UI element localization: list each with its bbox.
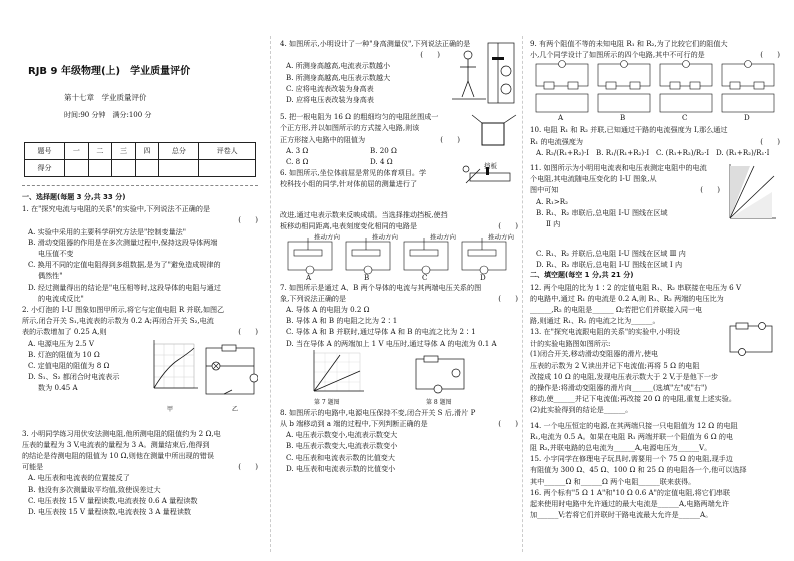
option-row: A. 3 Ω B. 20 Ω	[286, 145, 397, 155]
score-cell: 得分	[25, 160, 65, 177]
column-1	[22, 192, 258, 517]
option: D. 当在导体 A 的两端加上 1 V 电压时,通过导体 A 的电流为 0.1 A	[286, 338, 497, 348]
score-cell: 一	[65, 143, 89, 160]
score-input-cell[interactable]	[135, 160, 159, 177]
exam-meta: 时间:90 分钟 满分:100 分	[64, 111, 152, 119]
score-input-cell[interactable]	[65, 160, 89, 177]
score-input-cell[interactable]	[112, 160, 136, 177]
question-3-cont: 可能是 ( )	[22, 462, 258, 472]
option: D. 应将电压表改装为身高表	[286, 95, 374, 105]
option: B. 电压表示数变大,电流表示数变小	[286, 441, 398, 451]
question-15-cont: 有阻值为 300 Ω、45 Ω、100 Ω 和 25 Ω 的电阻各一个,他可以选择	[530, 465, 747, 475]
score-cell: 题号	[25, 143, 65, 160]
q9-circuit-options	[530, 60, 780, 118]
figure-caption: 第 8 题图	[426, 398, 452, 406]
option-cont: 电压值不变	[38, 249, 74, 259]
square-resistor-figure	[470, 111, 518, 151]
question-11-cont: 个电阻,其电流随电压变化的 I-U 图象,从	[530, 174, 657, 184]
question-5-text	[280, 111, 460, 167]
answer-blank[interactable]: ( )	[238, 215, 258, 225]
option: C. 电压表按 15 V 量程读数,电流表按 0.6 A 量程读数	[28, 495, 198, 505]
question-13-cont[interactable]: 的操作是:将滑动变阻器的滑片向______(选填"左"或"右")	[530, 383, 708, 393]
question-3: 3. 小明同学练习用伏安法测电阻,他所测电阻的阻值约为 2 Ω,电	[22, 428, 221, 438]
question-14: 14. 一个电压恒定的电源,在其两端只接一只电阻值为 12 Ω 的电阻	[530, 420, 738, 430]
parallel-circuit-figure	[202, 344, 258, 400]
option-label: B	[620, 113, 626, 123]
option-cont: 的电流成反比"	[38, 293, 84, 303]
question-14-cont: R₁,电流为 0.5 A。如果在电阻 R₁ 两端并联一个阻值为 6 Ω 的电	[530, 431, 734, 441]
option: A. 电源电压为 2.5 V	[28, 338, 95, 348]
q6-circuit-c	[404, 238, 448, 274]
column-2	[280, 38, 518, 474]
push-direction-label: 推动方向	[430, 232, 456, 241]
answer-blank[interactable]: ( )	[238, 327, 258, 337]
q6-circuit-d	[462, 238, 506, 274]
question-12-cont: 的电路中,通过 R₁ 的电流是 0.2 A,则 R₁、R₂ 两端的电压比为	[530, 293, 724, 303]
option-cont: 偶然性"	[38, 271, 63, 281]
option: B. 他没有多次测量取平均值,致使误差过大	[28, 484, 161, 494]
question-12-cont[interactable]: ______,R₂ 的电阻是______ Ω;若把它们并联接入同一电	[530, 305, 703, 315]
answer-blank[interactable]: ( )	[238, 462, 258, 472]
baffle-label: 挡板	[484, 162, 497, 171]
option: B. 滑动变阻器的作用是在多次测量过程中,保持这段导体两端	[28, 237, 218, 247]
question-6-cont: 板移动相同距离,电表刻度变化相同的电路是 ( )	[280, 221, 518, 231]
question-13: 13. 在"探究电流跟电阻的关系"的实验中,小明设	[530, 327, 681, 337]
answer-blank[interactable]: ( )	[700, 185, 720, 195]
option-label: C	[422, 272, 428, 282]
question-1: 1. 在"探究电流与电阻的关系"的实验中,下列说法不正确的是	[22, 204, 211, 214]
question-11-area	[530, 162, 780, 248]
question-7: 7. 如图所示是通过 A、B 两个导体的电流与其两端电压关系的图	[280, 282, 482, 292]
option: A. 实验中采用的主要科学研究方法是"控制变量法"	[28, 226, 187, 236]
iu-region-graph-figure	[724, 162, 778, 222]
option: D. 电压表按 15 V 量程读数,电流表按 3 A 量程读数	[28, 507, 192, 517]
column-3	[530, 38, 780, 520]
question-4-options	[280, 49, 440, 105]
option: B. 所测身高越高,电压表示数越大	[286, 72, 391, 82]
question-2-cont: 所示,闭合开关 S₁,电流表的示数为 0.2 A;再闭合开关 S₂,电流	[22, 316, 214, 326]
option: A. 电压表和电流表的位置接反了	[28, 473, 130, 483]
option: A. 电压表示数变小,电流表示数变大	[286, 430, 398, 440]
exam-title: RJB 9 年级物理(上) 学业质量评价	[28, 66, 191, 77]
question-2: 2. 小灯泡的 I-U 图象如图甲所示,将它与定值电阻 R 并联,如图乙	[22, 305, 225, 315]
push-direction-label: 推动方向	[488, 232, 514, 241]
section-heading: 一、选择题(每题 3 分,共 33 分)	[22, 193, 126, 201]
divider	[22, 185, 258, 186]
q13-circuit-figure	[726, 322, 776, 358]
section-heading: 二、填空题(每空 1 分,共 21 分)	[530, 271, 634, 280]
question-10: 10. 电阻 R₁ 和 R₂ 并联,已知通过干路的电流强度为 I,那么通过	[530, 125, 728, 135]
question-12-cont[interactable]: 路,则通过 R₁、R₂ 的电流之比为______。	[530, 316, 660, 326]
question-4-area	[280, 49, 518, 107]
option-cont: Ⅱ 内	[546, 219, 561, 229]
score-cell: 评卷人	[199, 143, 256, 160]
question-11-cont: 图中可知 ( )	[530, 185, 720, 195]
column-divider	[270, 36, 271, 552]
question-5-cont: 正方形接入电路中的阻值为 ( )	[280, 134, 460, 144]
question-6-circuits	[280, 232, 518, 282]
score-input-cell[interactable]	[88, 160, 112, 177]
question-5-cont: 个正方形,并以如图所示的方式接入电路,则该	[280, 123, 420, 133]
score-table-score-row	[25, 160, 256, 177]
question-16-cont[interactable]: 起来使用时电路中允许通过的最大电流是______A,电路两端允许	[530, 499, 729, 509]
question-6-cont: 校科技小组的同学,针对体前屈的测量进行了	[280, 179, 418, 189]
question-13-cont: 改接成 10 Ω 的电阻,发现电压表示数大于 2 V,于是他下一步	[530, 371, 719, 381]
option: A. R₁>R₂	[536, 196, 568, 206]
answer-blank[interactable]: ( )	[498, 293, 518, 303]
answer-blank[interactable]: ( )	[420, 50, 440, 60]
option: A. 所测身高越高,电流表示数越小	[286, 61, 391, 71]
question-11: 11. 如图所示为小明用电流表和电压表测定电阻中的电流	[530, 163, 707, 173]
question-13-cont[interactable]: (2)此实验得到的结论是______。	[530, 405, 633, 415]
question-15-cont[interactable]: 其中______Ω 和______Ω 两个电阻______联来获得。	[530, 476, 696, 486]
score-input-cell[interactable]	[199, 160, 256, 177]
option-label: A	[306, 272, 312, 282]
score-cell: 四	[135, 143, 159, 160]
score-input-cell[interactable]	[159, 160, 199, 177]
question-13-cont[interactable]: 移动,使______并记下电流值;再改接 20 Ω 的电阻,重复上述实验。	[530, 394, 736, 404]
q9-circuit-d	[722, 61, 774, 90]
option-label: C	[682, 113, 688, 123]
q9-circuit-c	[660, 61, 712, 90]
question-9: 9. 有两个阻值不等的未知电阻 R₁ 和 R₂,为了比较它们的阻值大	[530, 39, 728, 48]
question-13-head	[530, 326, 780, 348]
iu-ab-graph-figure	[306, 349, 366, 397]
answer-blank[interactable]: ( )	[498, 221, 518, 231]
score-cell: 二	[88, 143, 112, 160]
question-10-cont: R₁ 的电流强度为 ( )	[530, 136, 780, 146]
option-label: D	[480, 272, 486, 282]
question-6: 6. 如图所示,坐位体前屈是常见的体育项目。学	[280, 168, 427, 178]
option: D. R₁、R₂ 串联后,总电阻 I-U 图线在区域 Ⅰ 内	[536, 260, 683, 270]
question-16: 16. 两个标有"5 Ω 1 A"和"10 Ω 0.6 A"的定值电阻,将它们串联	[530, 487, 731, 497]
score-table	[24, 142, 256, 177]
q9-circuit-a	[536, 61, 588, 90]
question-7-cont: 象,下列说法正确的是 ( )	[280, 293, 518, 303]
height-meter-figure	[448, 41, 516, 107]
option: C. 换用不同的定值电阻得到多组数据,是为了"避免造成规律的	[28, 260, 221, 270]
question-2-area	[22, 338, 258, 428]
question-9-cont: 小,几个同学设计了如图所示的四个电路,其中不可行的是 ( )	[530, 50, 780, 60]
option-label: D	[744, 113, 750, 123]
option: D. S₁、S₂ 都闭合时电流表示	[28, 372, 120, 382]
answer-blank[interactable]: ( )	[440, 134, 460, 144]
q8-circuit-figure	[412, 355, 468, 395]
option: D. 经过测量得出的结论是"电压相等时,这段导体的电阻与通过	[28, 282, 221, 292]
option: C. 定值电阻的阻值为 8 Ω	[28, 361, 110, 371]
option: B. 导体 A 和 B 的电阻之比为 2∶1	[286, 316, 398, 326]
question-5: 5. 把一根电阻为 16 Ω 的粗细均匀的电阻丝围成一	[280, 112, 439, 122]
answer-blank[interactable]: ( )	[760, 136, 780, 146]
question-16-cont[interactable]: 加______V;若将它们并联时干路电流最大允许是______A。	[530, 510, 713, 520]
answer-blank[interactable]: ( )	[760, 50, 780, 60]
q9-circuit-b	[598, 61, 650, 90]
answer-blank[interactable]: ( )	[498, 419, 518, 429]
option: A. 导体 A 的电阻为 0.2 Ω	[286, 305, 370, 315]
score-table-header-row	[25, 143, 256, 160]
figure-caption-jia: 甲	[167, 405, 174, 413]
chapter-title: 第十七章 学业质量评价	[64, 93, 147, 102]
question-15: 15. 小宇同学在修理电子玩具时,需要用一个 75 Ω 的电阻,现手边	[530, 454, 733, 464]
option: B. R₁、R₂ 串联后,总电阻 I-U 图线在区域	[536, 207, 668, 217]
option-label: B	[364, 272, 370, 282]
option: C. 应将电流表改装为身高表	[286, 83, 374, 93]
question-5-area	[280, 111, 518, 167]
question-13-cont: (1)闭合开关,移动滑动变阻器的滑片,使电	[530, 349, 659, 359]
q7-q8-figures	[280, 349, 518, 407]
question-2-cont: 表的示数增加了 0.25 A,则 ( )	[22, 327, 258, 337]
option-row: C. 8 Ω D. 4 Ω	[286, 157, 393, 167]
question-11-text	[530, 162, 720, 229]
push-direction-label: 推动方向	[372, 232, 398, 241]
score-cell: 三	[112, 143, 136, 160]
figure-caption-yi: 乙	[232, 405, 239, 413]
question-13-cont: 计的实验电路图如图所示:	[530, 338, 611, 348]
question-6-cont: 改进,通过电表示数来反映成绩。当选择推动挡板,使挡	[280, 210, 448, 220]
push-direction-label: 推动方向	[314, 232, 340, 241]
question-4: 4. 如图所示,小明设计了一种"身高测量仪",下列说法正确的是	[280, 39, 471, 48]
question-12: 12. 两个电阻的比为 1∶2 的定值电阻 R₁、R₂ 串联接在电压为 6 V	[530, 282, 742, 292]
score-cell: 总分	[159, 143, 199, 160]
question-2-options	[22, 338, 142, 394]
option: C. 导体 A 和 B 并联时,通过导体 A 和 B 的电流之比为 2∶1	[286, 327, 476, 337]
option-row: A. R₂/(R₁+R₂)·I B. R₁/(R₁+R₂)·I C. (R₁+R₂)/R₂·I D. (R₁+R₂)/R₁·I	[536, 147, 770, 157]
option: B. 灯泡的阻值为 10 Ω	[28, 349, 100, 359]
question-9-circuits	[530, 60, 780, 124]
figure-caption: 第 7 题图	[314, 398, 340, 406]
iu-graph-figure	[144, 338, 200, 404]
question-3-cont: 的结论是待测电阻的阻值为 10 Ω,则他在测量中所出现的错误	[22, 451, 214, 461]
question-14-cont[interactable]: 阻 R₂,并联电路的总电流为______A,电源电压为______V。	[530, 443, 712, 453]
option-label: A	[558, 113, 564, 123]
option: C. 电压表和电流表示数的比值变大	[286, 452, 395, 462]
option: D. 电压表和电流表示数的比值变小	[286, 463, 396, 473]
q6-circuit-b	[346, 238, 390, 274]
option: C. R₁、R₂ 并联后,总电阻 I-U 图线在区域 Ⅲ 内	[536, 249, 686, 259]
option-cont: 数为 0.45 A	[38, 383, 78, 393]
question-13-text	[530, 326, 720, 348]
column-divider	[522, 36, 523, 552]
question-3-cont: 压表的量程为 3 V,电流表的量程为 3 A。测量结束后,他得到	[22, 439, 210, 449]
question-8: 8. 如图所示的电路中,电源电压保持不变,闭合开关 S 后,滑片 P	[280, 407, 476, 417]
question-13-cont: 压表的示数为 2 V,读出并记下电流值;再将 5 Ω 的电阻	[530, 360, 700, 370]
q6-circuit-a	[288, 238, 332, 274]
question-8-cont: 从 b 端移动到 a 端的过程中,下列判断正确的是 ( )	[280, 419, 518, 429]
